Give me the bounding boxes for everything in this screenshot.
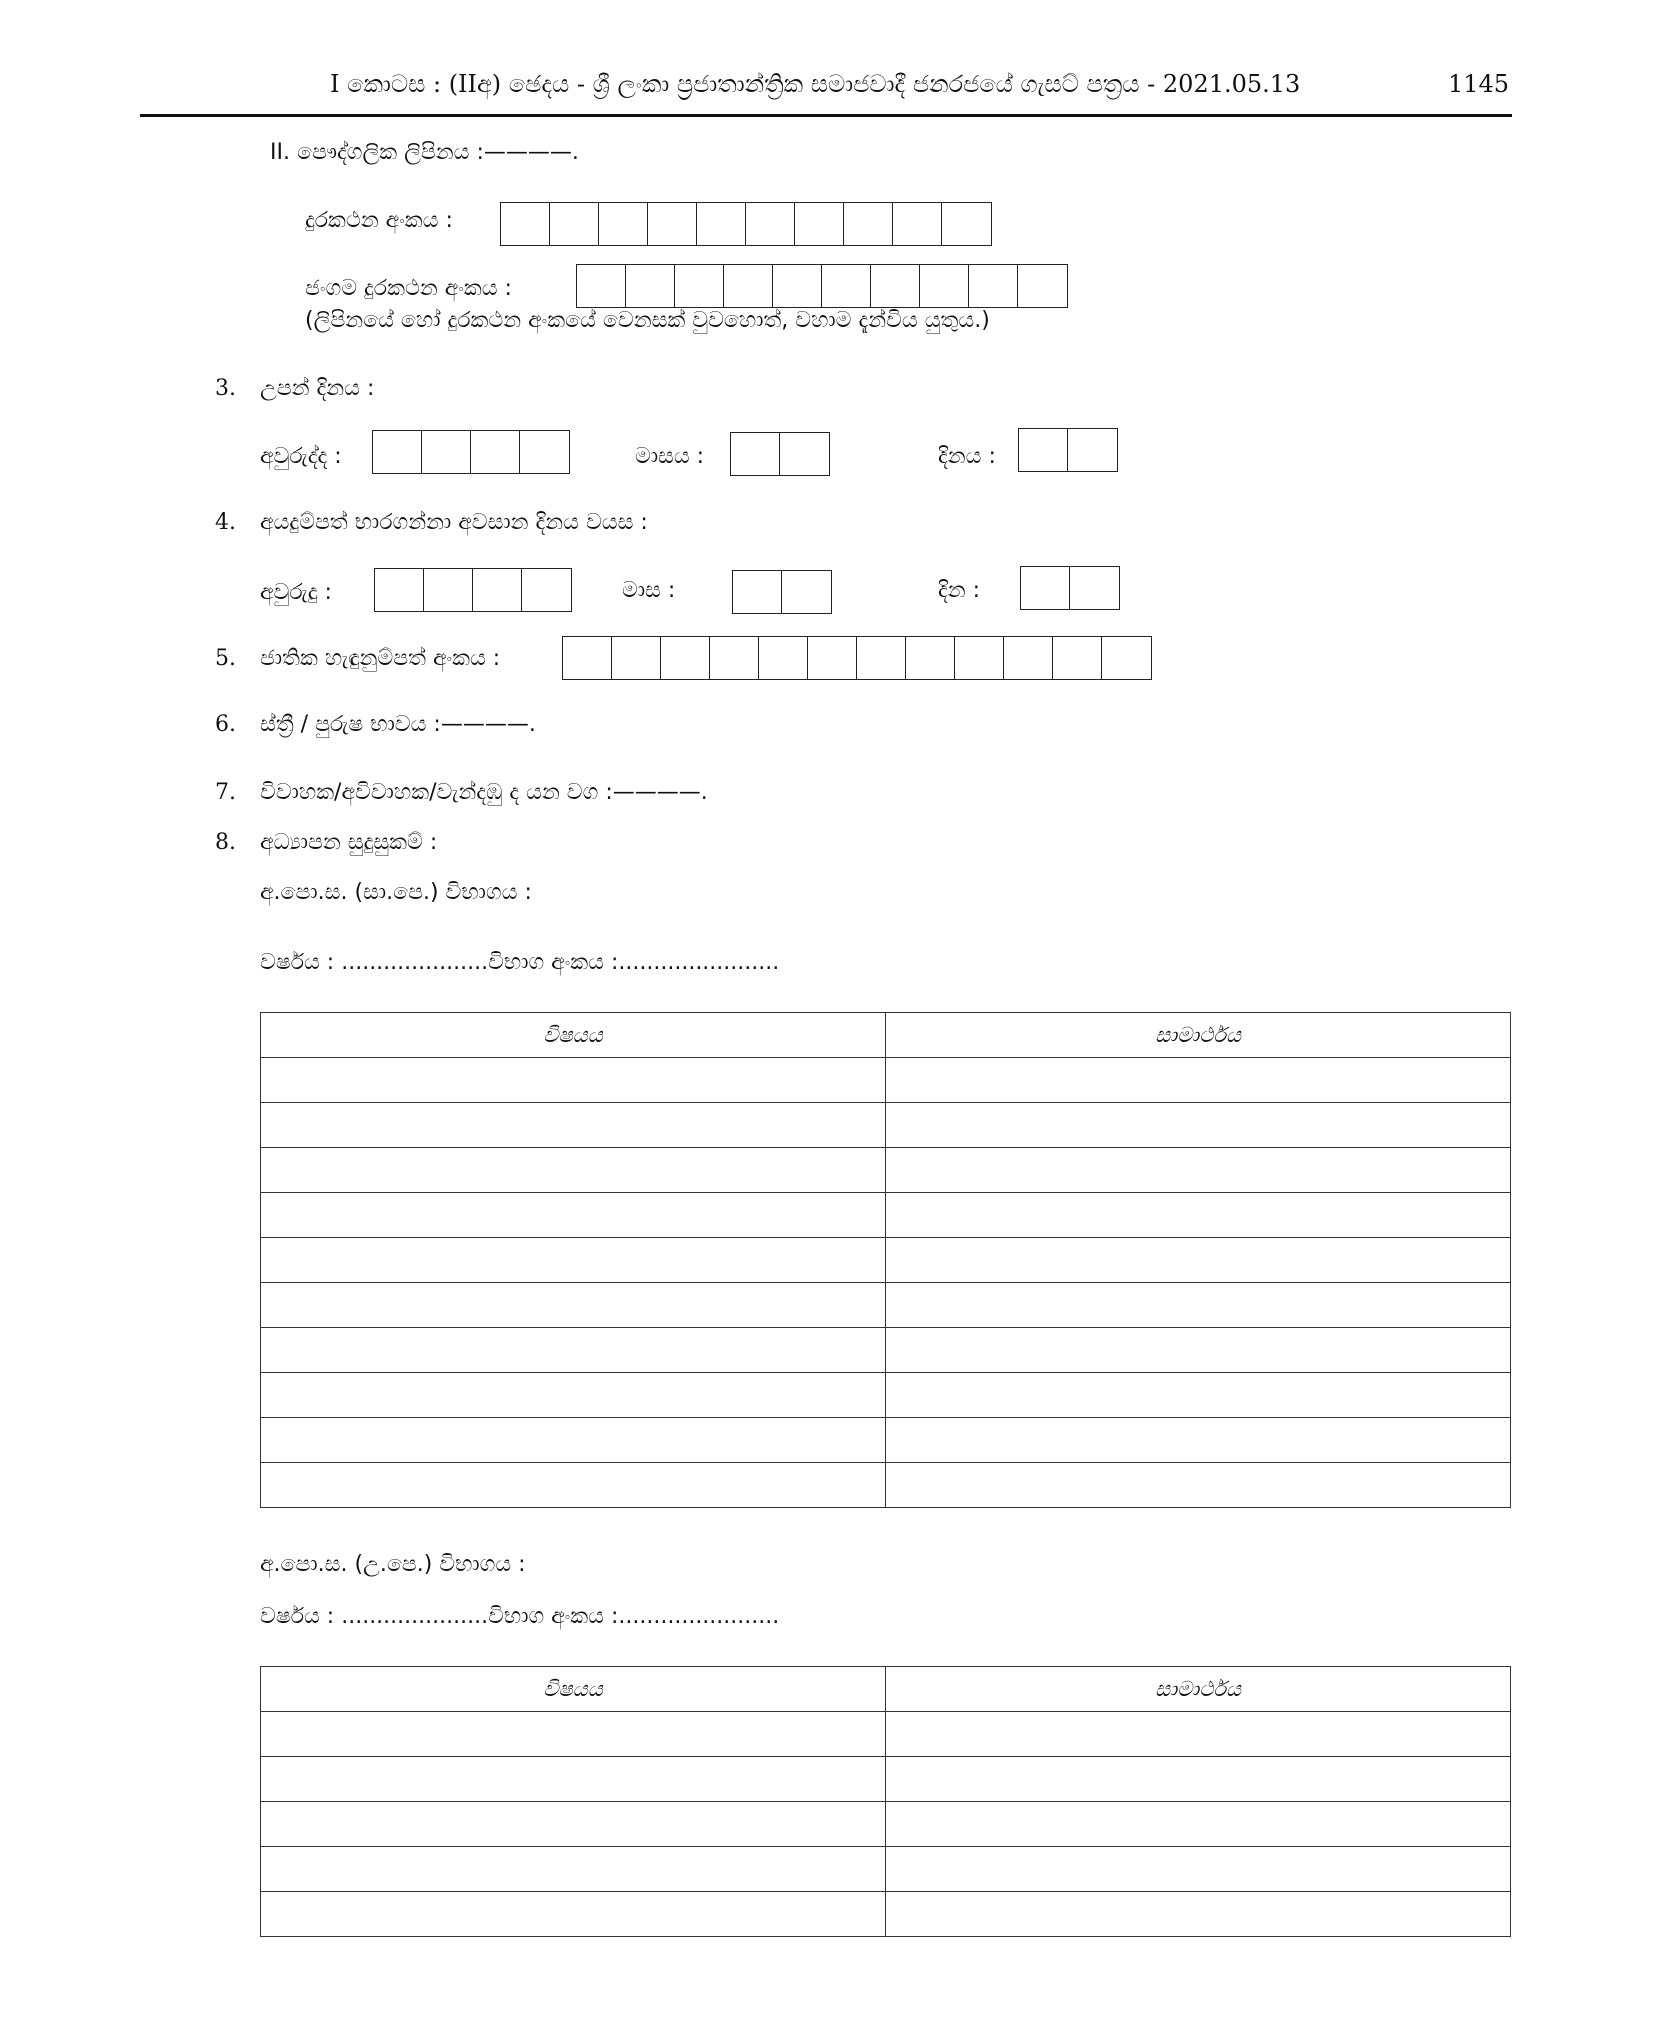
ol-results-table — [260, 1012, 1511, 1508]
address-note: (ලිපිනයේ හෝ දුරකථන අංකයේ වෙනසක් වුවහොත්, වහාම දැන්විය යුතුය.) — [305, 308, 990, 333]
q4-day-label: දින : — [938, 578, 981, 603]
gazette-header: I කොටස : (IIඅ) ඡෙදය - ශ්‍රී ලංකා ප්‍රජාතාන්ත්‍රික සමාජවාදී ජනරජයේ ගැසට් පත්‍රය - 2021.05.13 — [330, 70, 1301, 98]
q4-number: 4. — [215, 510, 236, 535]
al-exam-title: අ.පො.ස. (උ.පෙ.) විභාගය : — [260, 1552, 526, 1577]
q7-title: විවාහක/අවිවාහක/වැන්දඹු ද යන වග :————. — [260, 780, 708, 805]
q3-month-boxes[interactable] — [730, 432, 830, 476]
table-row[interactable] — [261, 1193, 1511, 1238]
q5-number: 5. — [215, 646, 236, 671]
table-row[interactable] — [261, 1238, 1511, 1283]
q6-number: 6. — [215, 712, 236, 737]
q8-number: 8. — [215, 830, 236, 855]
q3-title: උපන් දිනය : — [260, 376, 375, 401]
q6-title: ස්ත්‍රී / පුරුෂ භාවය :————. — [260, 712, 536, 737]
q3-year-label: අවුරුද්ද : — [260, 444, 342, 469]
nic-boxes[interactable] — [562, 636, 1152, 680]
phone-label: දුරකථන අංකය : — [305, 208, 453, 233]
q7-number: 7. — [215, 780, 236, 805]
ol-year-index-line: වර්ෂය : .....................විභාග අංකය :....................... — [260, 950, 780, 975]
mobile-boxes[interactable] — [576, 264, 1068, 308]
q4-year-label: අවුරුදු : — [260, 580, 332, 605]
page-number: 1145 — [1448, 70, 1510, 98]
q3-number: 3. — [215, 376, 236, 401]
al-year-index-line: වර්ෂය : .....................විභාග අංකය :....................... — [260, 1604, 780, 1629]
q4-day-boxes[interactable] — [1020, 566, 1120, 610]
q4-month-label: මාස : — [622, 578, 676, 603]
table-header-row — [261, 1667, 1511, 1712]
table-row[interactable] — [261, 1283, 1511, 1328]
table-row[interactable] — [261, 1373, 1511, 1418]
q4-month-boxes[interactable] — [732, 570, 832, 614]
table-row[interactable] — [261, 1148, 1511, 1193]
table-row[interactable] — [261, 1418, 1511, 1463]
q3-month-label: මාසය : — [635, 444, 705, 469]
ol-exam-title: අ.පො.ස. (සා.පෙ.) විභාගය : — [260, 880, 532, 905]
table-row[interactable] — [261, 1892, 1511, 1937]
q4-title: අයදුම්පත් භාරගන්නා අවසාන දිනය වයස : — [260, 510, 648, 535]
grade-column-header: සාමාර්ථය — [886, 1013, 1511, 1058]
table-header-row — [261, 1013, 1511, 1058]
table-row[interactable] — [261, 1103, 1511, 1148]
mobile-label: ජංගම දුරකථන අංකය : — [305, 276, 512, 301]
al-results-table — [260, 1666, 1511, 1937]
phone-boxes[interactable] — [500, 202, 992, 246]
q3-year-boxes[interactable] — [372, 430, 570, 474]
table-row[interactable] — [261, 1712, 1511, 1757]
table-row[interactable] — [261, 1802, 1511, 1847]
grade-column-header: සාමාර්ථය — [886, 1667, 1511, 1712]
header-rule — [140, 114, 1512, 117]
table-row[interactable] — [261, 1328, 1511, 1373]
table-row[interactable] — [261, 1847, 1511, 1892]
q3-day-boxes[interactable] — [1018, 428, 1118, 472]
table-row[interactable] — [261, 1463, 1511, 1508]
table-row[interactable] — [261, 1757, 1511, 1802]
table-row[interactable] — [261, 1058, 1511, 1103]
subject-column-header: විෂයය — [261, 1013, 886, 1058]
subject-column-header: විෂයය — [261, 1667, 886, 1712]
q5-title: ජාතික හැඳුනුම්පත් අංකය : — [260, 646, 501, 671]
personal-address-label: II. පෞද්ගලික ලිපිනය :————. — [270, 140, 579, 165]
q4-year-boxes[interactable] — [374, 568, 572, 612]
q3-day-label: දිනය : — [938, 444, 996, 469]
q8-title: අධ්‍යාපන සුදුසුකම් : — [260, 830, 438, 855]
